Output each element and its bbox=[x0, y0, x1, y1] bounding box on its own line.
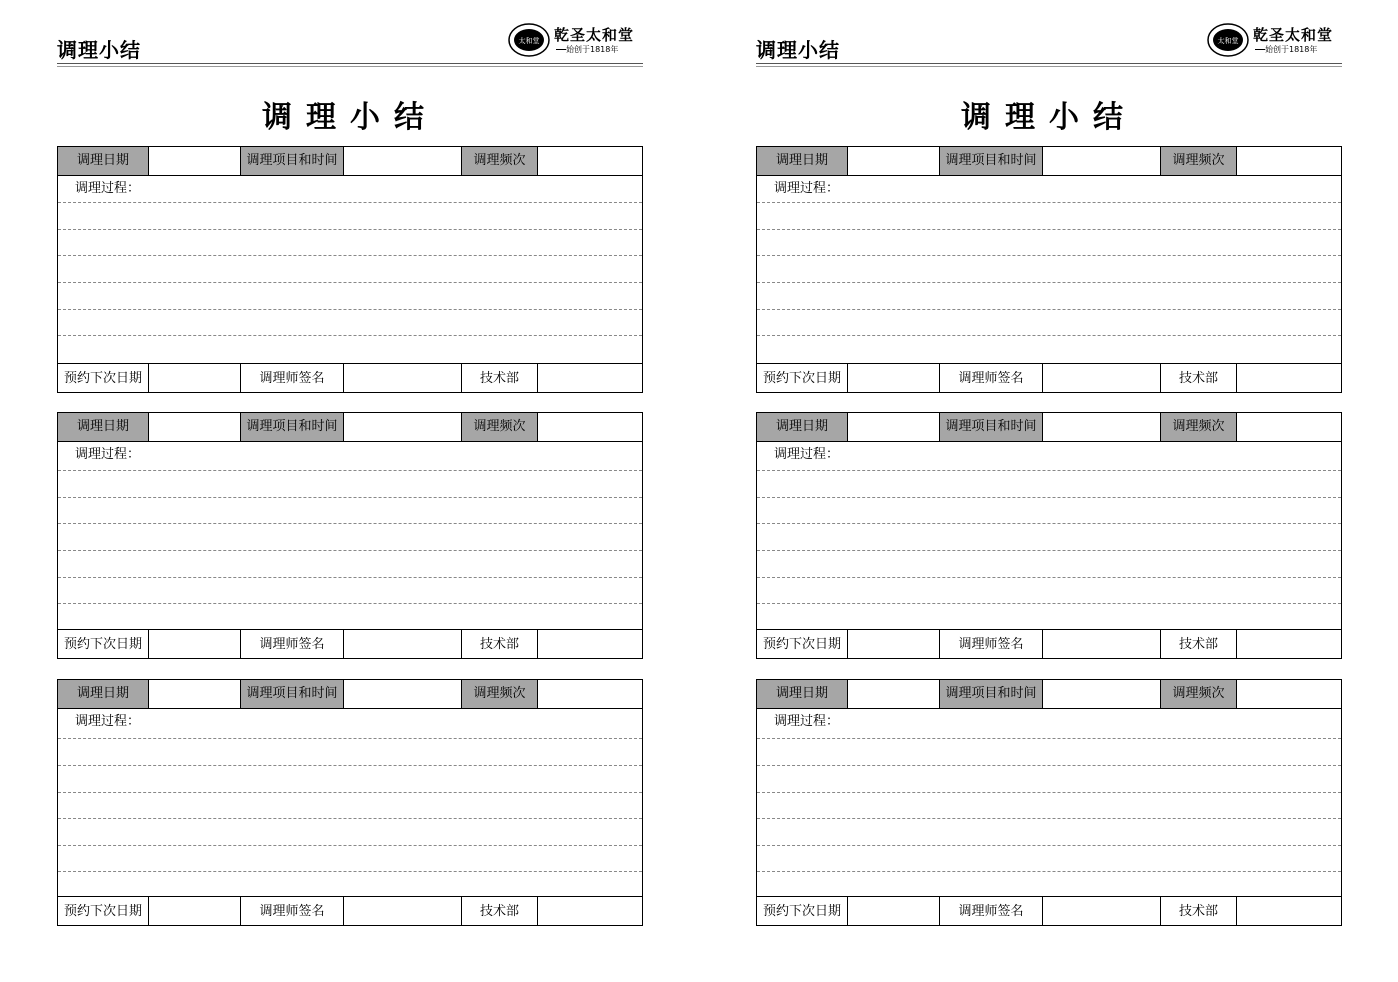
process-line[interactable] bbox=[58, 818, 642, 819]
form-footer-row bbox=[58, 363, 642, 393]
process-line[interactable] bbox=[58, 523, 642, 524]
process-line[interactable] bbox=[58, 765, 642, 766]
since-rule bbox=[1255, 49, 1265, 50]
department-field[interactable] bbox=[538, 364, 642, 393]
since-rule bbox=[556, 49, 566, 50]
process-line[interactable] bbox=[58, 603, 642, 604]
summary-form bbox=[57, 146, 643, 393]
department-label: 技术部 bbox=[1161, 897, 1237, 926]
form-footer-row bbox=[757, 629, 1341, 659]
header-divider bbox=[756, 63, 1342, 64]
process-line[interactable] bbox=[58, 335, 642, 336]
frequency-field[interactable] bbox=[538, 147, 642, 175]
form-footer-row bbox=[757, 896, 1341, 926]
signature-field[interactable] bbox=[344, 630, 462, 659]
form-header-row bbox=[58, 413, 642, 442]
next-date-label: 预约下次日期 bbox=[757, 630, 848, 659]
department-label: 技术部 bbox=[1161, 364, 1237, 393]
form-footer-row bbox=[757, 363, 1341, 393]
process-line[interactable] bbox=[58, 871, 642, 872]
form-header-row bbox=[58, 680, 642, 709]
process-line[interactable] bbox=[757, 738, 1341, 739]
date-field[interactable] bbox=[149, 147, 241, 175]
frequency-label: 调理频次 bbox=[462, 147, 538, 175]
process-label: 调理过程： bbox=[75, 181, 141, 196]
signature-label: 调理师签名 bbox=[940, 897, 1043, 926]
process-line[interactable] bbox=[757, 335, 1341, 336]
project-field[interactable] bbox=[344, 680, 462, 708]
frequency-label: 调理频次 bbox=[1161, 147, 1237, 175]
process-label: 调理过程： bbox=[774, 714, 840, 729]
project-field[interactable] bbox=[1043, 147, 1161, 175]
project-field[interactable] bbox=[1043, 680, 1161, 708]
signature-field[interactable] bbox=[1043, 630, 1161, 659]
header-divider bbox=[57, 63, 643, 64]
signature-field[interactable] bbox=[1043, 897, 1161, 926]
project-label: 调理项目和时间 bbox=[940, 680, 1043, 708]
form-footer-row bbox=[58, 629, 642, 659]
process-line[interactable] bbox=[58, 282, 642, 283]
date-label: 调理日期 bbox=[757, 680, 848, 708]
header-divider-thin bbox=[756, 66, 1342, 67]
page-title: 调理小结 bbox=[262, 100, 438, 135]
header-section-title: 调理小结 bbox=[756, 38, 840, 62]
date-label: 调理日期 bbox=[58, 680, 149, 708]
process-line[interactable] bbox=[58, 229, 642, 230]
next-date-field[interactable] bbox=[848, 364, 940, 393]
process-line[interactable] bbox=[757, 577, 1341, 578]
department-field[interactable] bbox=[538, 630, 642, 659]
form-header-row bbox=[757, 680, 1341, 709]
process-label: 调理过程： bbox=[75, 714, 141, 729]
department-field[interactable] bbox=[1237, 897, 1341, 926]
project-label: 调理项目和时间 bbox=[241, 680, 344, 708]
department-label: 技术部 bbox=[462, 630, 538, 659]
process-label: 调理过程： bbox=[75, 447, 141, 462]
frequency-label: 调理频次 bbox=[462, 413, 538, 441]
next-date-field[interactable] bbox=[848, 630, 940, 659]
form-header-row bbox=[58, 147, 642, 176]
process-line[interactable] bbox=[757, 818, 1341, 819]
project-label: 调理项目和时间 bbox=[940, 413, 1043, 441]
date-label: 调理日期 bbox=[757, 413, 848, 441]
process-line[interactable] bbox=[757, 282, 1341, 283]
process-line[interactable] bbox=[757, 550, 1341, 551]
process-line[interactable] bbox=[58, 577, 642, 578]
process-line[interactable] bbox=[58, 470, 642, 471]
next-date-label: 预约下次日期 bbox=[58, 897, 149, 926]
project-label: 调理项目和时间 bbox=[241, 413, 344, 441]
process-line[interactable] bbox=[757, 603, 1341, 604]
department-field[interactable] bbox=[1237, 630, 1341, 659]
process-line[interactable] bbox=[58, 255, 642, 256]
summary-form bbox=[756, 146, 1342, 393]
next-date-field[interactable] bbox=[848, 897, 940, 926]
department-label: 技术部 bbox=[1161, 630, 1237, 659]
signature-label: 调理师签名 bbox=[241, 630, 344, 659]
process-line[interactable] bbox=[58, 738, 642, 739]
date-label: 调理日期 bbox=[757, 147, 848, 175]
process-label: 调理过程： bbox=[774, 181, 840, 196]
process-line[interactable] bbox=[757, 792, 1341, 793]
process-line[interactable] bbox=[757, 309, 1341, 310]
seal-icon bbox=[1207, 22, 1249, 58]
seal-icon bbox=[508, 22, 550, 58]
department-field[interactable] bbox=[538, 897, 642, 926]
next-date-label: 预约下次日期 bbox=[757, 364, 848, 393]
summary-form bbox=[756, 412, 1342, 659]
date-label: 调理日期 bbox=[58, 413, 149, 441]
next-date-field[interactable] bbox=[149, 630, 241, 659]
process-line[interactable] bbox=[757, 202, 1341, 203]
svg-text:太和堂: 太和堂 bbox=[1217, 37, 1239, 45]
process-line[interactable] bbox=[757, 765, 1341, 766]
process-line[interactable] bbox=[58, 497, 642, 498]
date-label: 调理日期 bbox=[58, 147, 149, 175]
signature-field[interactable] bbox=[344, 364, 462, 393]
project-field[interactable] bbox=[344, 147, 462, 175]
date-field[interactable] bbox=[848, 413, 940, 441]
page-title: 调理小结 bbox=[961, 100, 1137, 135]
project-label: 调理项目和时间 bbox=[241, 147, 344, 175]
signature-label: 调理师签名 bbox=[241, 364, 344, 393]
process-line[interactable] bbox=[757, 229, 1341, 230]
date-field[interactable] bbox=[149, 680, 241, 708]
next-date-label: 预约下次日期 bbox=[757, 897, 848, 926]
next-date-label: 预约下次日期 bbox=[58, 364, 149, 393]
department-field[interactable] bbox=[1237, 364, 1341, 393]
since-text: 始创于1818年 bbox=[566, 45, 619, 54]
signature-field[interactable] bbox=[1043, 364, 1161, 393]
signature-label: 调理师签名 bbox=[241, 897, 344, 926]
header-divider-thin bbox=[57, 66, 643, 67]
frequency-field[interactable] bbox=[1237, 680, 1341, 708]
next-date-label: 预约下次日期 bbox=[58, 630, 149, 659]
signature-label: 调理师签名 bbox=[940, 630, 1043, 659]
project-label: 调理项目和时间 bbox=[940, 147, 1043, 175]
process-line[interactable] bbox=[757, 255, 1341, 256]
project-field[interactable] bbox=[1043, 413, 1161, 441]
process-label: 调理过程： bbox=[774, 447, 840, 462]
frequency-label: 调理频次 bbox=[462, 680, 538, 708]
form-header-row bbox=[757, 413, 1341, 442]
form-header-row bbox=[757, 147, 1341, 176]
brand-name: 乾圣太和堂 bbox=[1253, 26, 1334, 44]
date-field[interactable] bbox=[149, 413, 241, 441]
frequency-field[interactable] bbox=[538, 680, 642, 708]
process-line[interactable] bbox=[757, 871, 1341, 872]
right-page bbox=[756, 0, 1342, 982]
header-section-title: 调理小结 bbox=[57, 38, 141, 62]
left-page bbox=[57, 0, 643, 982]
since-text: 始创于1818年 bbox=[1265, 45, 1318, 54]
next-date-field[interactable] bbox=[149, 364, 241, 393]
project-field[interactable] bbox=[344, 413, 462, 441]
signature-field[interactable] bbox=[344, 897, 462, 926]
summary-form bbox=[756, 679, 1342, 926]
department-label: 技术部 bbox=[462, 364, 538, 393]
process-line[interactable] bbox=[58, 792, 642, 793]
svg-text:太和堂: 太和堂 bbox=[518, 37, 540, 45]
process-line[interactable] bbox=[757, 845, 1341, 846]
brand-logo bbox=[1207, 22, 1342, 60]
date-field[interactable] bbox=[848, 147, 940, 175]
frequency-label: 调理频次 bbox=[1161, 680, 1237, 708]
signature-label: 调理师签名 bbox=[940, 364, 1043, 393]
frequency-field[interactable] bbox=[1237, 413, 1341, 441]
process-line[interactable] bbox=[58, 309, 642, 310]
summary-form bbox=[57, 412, 643, 659]
frequency-label: 调理频次 bbox=[1161, 413, 1237, 441]
process-line[interactable] bbox=[58, 845, 642, 846]
process-line[interactable] bbox=[757, 470, 1341, 471]
frequency-field[interactable] bbox=[1237, 147, 1341, 175]
date-field[interactable] bbox=[848, 680, 940, 708]
process-line[interactable] bbox=[58, 550, 642, 551]
department-label: 技术部 bbox=[462, 897, 538, 926]
brand-logo bbox=[508, 22, 643, 60]
process-line[interactable] bbox=[757, 497, 1341, 498]
brand-name: 乾圣太和堂 bbox=[554, 26, 635, 44]
next-date-field[interactable] bbox=[149, 897, 241, 926]
summary-form bbox=[57, 679, 643, 926]
process-line[interactable] bbox=[58, 202, 642, 203]
form-footer-row bbox=[58, 896, 642, 926]
process-line[interactable] bbox=[757, 523, 1341, 524]
frequency-field[interactable] bbox=[538, 413, 642, 441]
